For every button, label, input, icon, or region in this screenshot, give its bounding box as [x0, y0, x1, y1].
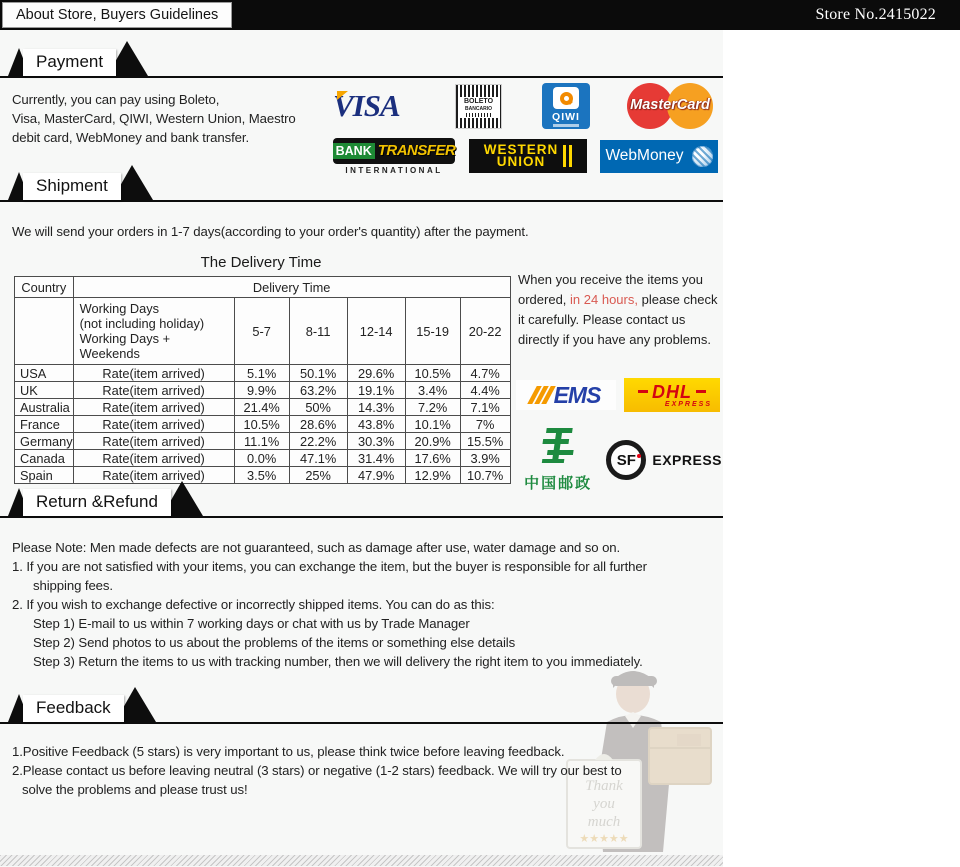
rate-value-cell: 10.1%	[405, 416, 460, 433]
return-step-line: Step 2) Send photos to us about the problems of the items or something else details	[33, 635, 516, 650]
mastercard-icon: MasterCard	[627, 81, 713, 131]
table-row	[15, 416, 511, 433]
boleto-icon: BOLETO BANCARIO	[455, 84, 502, 129]
banner-content	[0, 30, 723, 867]
delivery-time-table	[14, 276, 511, 484]
country-cell: Canada	[15, 450, 74, 467]
rate-value-cell: 10.7%	[460, 467, 510, 484]
svg-text:Thank: Thank	[585, 778, 623, 794]
rate-value-cell: 20.9%	[405, 433, 460, 450]
feedback-line: solve the problems and please trust us!	[22, 782, 248, 797]
rate-value-cell: 29.6%	[347, 365, 405, 382]
rate-value-cell: 10.5%	[234, 416, 289, 433]
feedback-line: 1.Positive Feedback (5 stars) is very important to us, please think twice before leaving feedback.	[12, 744, 565, 759]
rate-label-cell: Rate(item arrived)	[73, 382, 234, 399]
rate-value-cell: 50.1%	[289, 365, 347, 382]
rate-value-cell: 9.9%	[234, 382, 289, 399]
rate-value-cell: 14.3%	[347, 399, 405, 416]
col-header-country: Country	[15, 277, 74, 298]
working-days-cell: Working Days (not including holiday) Working Days + Weekends	[73, 298, 234, 365]
return-rule-line: 2. If you wish to exchange defective or incorrectly shipped items. You can do as this:	[12, 597, 495, 612]
rate-value-cell: 22.2%	[289, 433, 347, 450]
delivery-table-body	[15, 365, 511, 484]
rate-label-cell: Rate(item arrived)	[73, 450, 234, 467]
shipment-section-header	[0, 164, 723, 202]
rate-value-cell: 11.1%	[234, 433, 289, 450]
rate-value-cell: 63.2%	[289, 382, 347, 399]
country-cell: USA	[15, 365, 74, 382]
table-row	[15, 450, 511, 467]
rate-value-cell: 4.7%	[460, 365, 510, 382]
country-cell: Spain	[15, 467, 74, 484]
rate-value-cell: 10.5%	[405, 365, 460, 382]
feedback-text	[12, 742, 723, 799]
shipment-intro: We will send your orders in 1-7 days(according to your order's quantity) after the payment.	[12, 224, 529, 239]
svg-text:you: you	[593, 796, 615, 812]
return-refund-section-title: Return &Refund	[23, 489, 171, 516]
rate-value-cell: 15.5%	[460, 433, 510, 450]
qiwi-icon: QIWI	[542, 83, 590, 129]
highlight-24-hours: in 24 hours,	[570, 292, 638, 307]
shipping-carriers	[516, 378, 722, 493]
time-range-cell: 8-11	[289, 298, 347, 365]
rate-label-cell: Rate(item arrived)	[73, 365, 234, 382]
empty-cell	[15, 298, 74, 365]
return-step-line: Step 3) Return the items to us with tracking number, then we will delivery the right item to you immediately.	[33, 654, 643, 669]
return-refund-section-header	[0, 480, 723, 518]
about-store-tab[interactable]: About Store, Buyers Guidelines	[2, 2, 232, 28]
rate-value-cell: 7%	[460, 416, 510, 433]
rate-label-cell: Rate(item arrived)	[73, 433, 234, 450]
country-cell: Germany	[15, 433, 74, 450]
rate-value-cell: 0.0%	[234, 450, 289, 467]
time-range-cell: 5-7	[234, 298, 289, 365]
rate-value-cell: 19.1%	[347, 382, 405, 399]
rate-label-cell: Rate(item arrived)	[73, 399, 234, 416]
table-row	[15, 433, 511, 450]
rate-label-cell: Rate(item arrived)	[73, 467, 234, 484]
store-number: Store No.2415022	[815, 6, 936, 23]
rate-value-cell: 25%	[289, 467, 347, 484]
rate-value-cell: 17.6%	[405, 450, 460, 467]
rate-value-cell: 4.4%	[460, 382, 510, 399]
ems-icon: EMS	[516, 380, 616, 410]
return-note-line: Please Note: Men made defects are not guaranteed, such as damage after use, water damage and so on.	[12, 540, 621, 555]
return-refund-text	[12, 538, 723, 671]
time-range-cell: 12-14	[347, 298, 405, 365]
rate-value-cell: 30.3%	[347, 433, 405, 450]
country-cell: Australia	[15, 399, 74, 416]
rate-label-cell: Rate(item arrived)	[73, 416, 234, 433]
payment-description: Currently, you can pay using Boleto, Visa, MasterCard, QIWI, Western Union, Maestro debit card, WebMoney and bank transfer.	[12, 92, 296, 145]
return-rule-line: 1. If you are not satisfied with your items, you can exchange the item, but the buyer is responsible for all further	[12, 559, 647, 574]
time-range-cell: 15-19	[405, 298, 460, 365]
china-post-icon: 中国邮政	[516, 426, 600, 493]
delivery-table-title: The Delivery Time	[200, 254, 322, 271]
return-step-line: Step 1) E-mail to us within 7 working days or chat with us by Trade Manager	[33, 616, 470, 631]
rate-value-cell: 5.1%	[234, 365, 289, 382]
rate-value-cell: 3.5%	[234, 467, 289, 484]
sf-express-icon: SF EXPRESS	[606, 440, 722, 480]
country-cell: France	[15, 416, 74, 433]
rate-value-cell: 31.4%	[347, 450, 405, 467]
top-bar	[0, 0, 960, 30]
dhl-icon: DHL EXPRESS	[624, 378, 720, 412]
country-cell: UK	[15, 382, 74, 399]
rate-value-cell: 12.9%	[405, 467, 460, 484]
payment-section-title: Payment	[23, 49, 116, 76]
rate-value-cell: 7.1%	[460, 399, 510, 416]
bottom-hatch-border	[0, 855, 723, 866]
webmoney-icon: WebMoney	[600, 140, 718, 173]
rate-value-cell: 47.1%	[289, 450, 347, 467]
bank-transfer-icon: BANK TRANSFER INTERNATIONAL	[333, 138, 455, 175]
col-header-delivery-time: Delivery Time	[73, 277, 510, 298]
payment-section-header	[0, 40, 723, 78]
table-row	[15, 382, 511, 399]
rate-value-cell: 7.2%	[405, 399, 460, 416]
payment-methods	[333, 82, 723, 176]
rate-value-cell: 3.4%	[405, 382, 460, 399]
feedback-section-header	[0, 686, 723, 724]
feedback-section-title: Feedback	[23, 695, 124, 722]
receive-note: When you receive the items you ordered, in 24 hours, please check it carefully. Please contact us directly if you have any problems.	[518, 272, 718, 347]
rate-value-cell: 21.4%	[234, 399, 289, 416]
table-row	[15, 365, 511, 382]
table-row	[15, 399, 511, 416]
return-rule-line: shipping fees.	[33, 578, 113, 593]
rate-value-cell: 28.6%	[289, 416, 347, 433]
time-range-cell: 20-22	[460, 298, 510, 365]
feedback-line: 2.Please contact us before leaving neutral (3 stars) or negative (1-2 stars) feedback. We will try our best to	[12, 763, 622, 778]
shipment-section-title: Shipment	[23, 173, 121, 200]
western-union-icon: WESTERN UNION	[469, 139, 587, 173]
rate-value-cell: 43.8%	[347, 416, 405, 433]
sign-stars: ★★★★★	[579, 833, 629, 845]
svg-text:much: much	[587, 814, 621, 830]
visa-icon: VISA	[333, 88, 400, 123]
rate-value-cell: 50%	[289, 399, 347, 416]
rate-value-cell: 3.9%	[460, 450, 510, 467]
rate-value-cell: 47.9%	[347, 467, 405, 484]
visa-flame-icon	[337, 91, 348, 100]
